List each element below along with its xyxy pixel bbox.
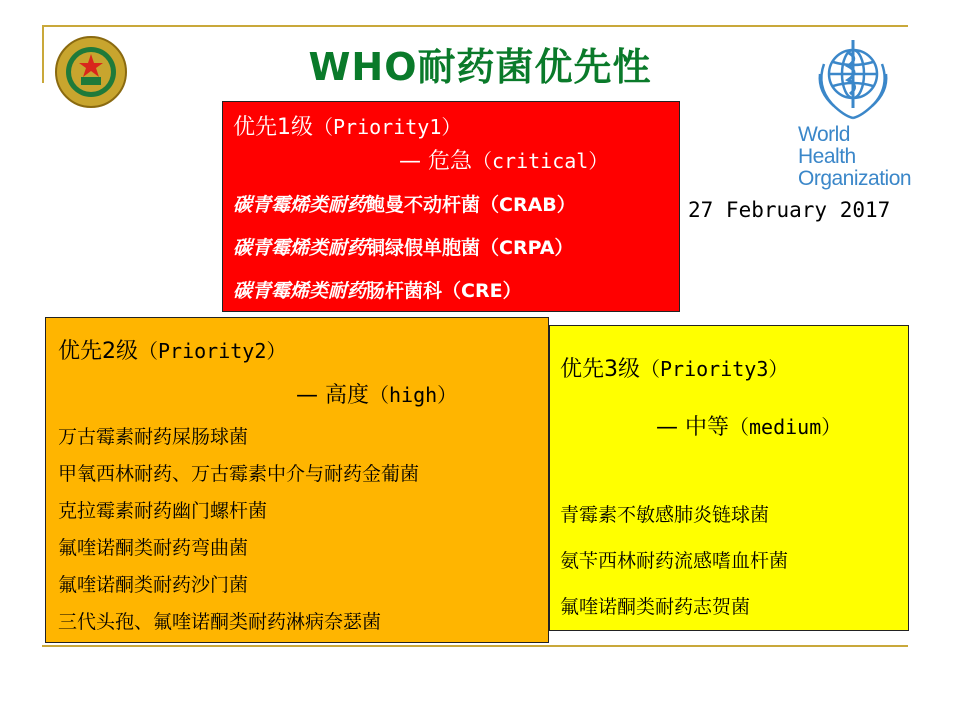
priority1-item <box>233 233 573 260</box>
priority2-heading-cn: 优先2级 <box>58 339 138 364</box>
priority1-item-prefix: 碳青霉烯类耐药 <box>233 194 367 216</box>
priority1-heading-en: （Priority1） <box>313 115 462 139</box>
who-wordmark-line2: Organization <box>798 167 912 190</box>
priority2-heading <box>58 334 286 365</box>
priority1-level-en: （critical） <box>472 149 609 173</box>
priority3-level <box>656 410 841 441</box>
priority2-level-en: （high） <box>369 383 458 407</box>
priority3-box <box>549 325 909 631</box>
priority2-level-cn: — 高度 <box>296 383 369 408</box>
priority3-item: 氟喹诺酮类耐药志贺菌 <box>560 596 751 618</box>
priority2-item: 氟喹诺酮类耐药弯曲菌 <box>58 537 249 559</box>
priority1-item-name: 鲍曼不动杆菌（CRAB） <box>366 194 576 216</box>
priority2-item: 克拉霉素耐药幽门螺杆菌 <box>58 500 268 522</box>
priority1-box <box>222 101 680 312</box>
priority3-heading <box>560 352 788 383</box>
priority1-level-cn: — 危急 <box>399 149 472 174</box>
slide-frame-bottom <box>42 645 908 647</box>
priority3-level-cn: — 中等 <box>656 415 729 440</box>
priority1-item-prefix: 碳青霉烯类耐药 <box>233 237 367 259</box>
priority1-item-prefix: 碳青霉烯类耐药 <box>233 280 367 302</box>
who-wordmark-line1: World Health <box>798 123 856 168</box>
priority3-item: 青霉素不敏感肺炎链球菌 <box>560 504 770 526</box>
priority2-item: 氟喹诺酮类耐药沙门菌 <box>58 574 249 596</box>
priority3-heading-cn: 优先3级 <box>560 357 640 382</box>
priority3-level-en: （medium） <box>729 415 842 439</box>
page-title: WHO耐药菌优先性 <box>308 45 652 89</box>
priority1-heading-cn: 优先1级 <box>233 115 313 140</box>
priority2-level <box>296 378 457 409</box>
slide-frame-top <box>42 25 908 27</box>
priority3-heading-en: （Priority3） <box>640 357 789 381</box>
priority2-item: 甲氧西林耐药、万古霉素中介与耐药金葡菌 <box>58 463 420 485</box>
priority1-item-name: 肠杆菌科（CRE） <box>366 280 522 302</box>
priority1-level <box>399 144 608 175</box>
priority2-item: 三代头孢、氟喹诺酮类耐药淋病奈瑟菌 <box>58 611 382 633</box>
priority2-item: 万古霉素耐药屎肠球菌 <box>58 426 249 448</box>
priority2-box <box>45 317 549 643</box>
priority1-heading <box>233 110 461 141</box>
priority2-heading-en: （Priority2） <box>138 339 287 363</box>
who-globe-icon <box>810 34 896 124</box>
publication-date: 27 February 2017 <box>688 198 891 222</box>
priority1-item <box>233 276 522 303</box>
priority1-item <box>233 190 576 217</box>
who-wordmark <box>798 123 912 190</box>
priority1-item-name: 铜绿假单胞菌（CRPA） <box>366 237 574 259</box>
priority3-item: 氨苄西林耐药流感嗜血杆菌 <box>560 550 789 572</box>
